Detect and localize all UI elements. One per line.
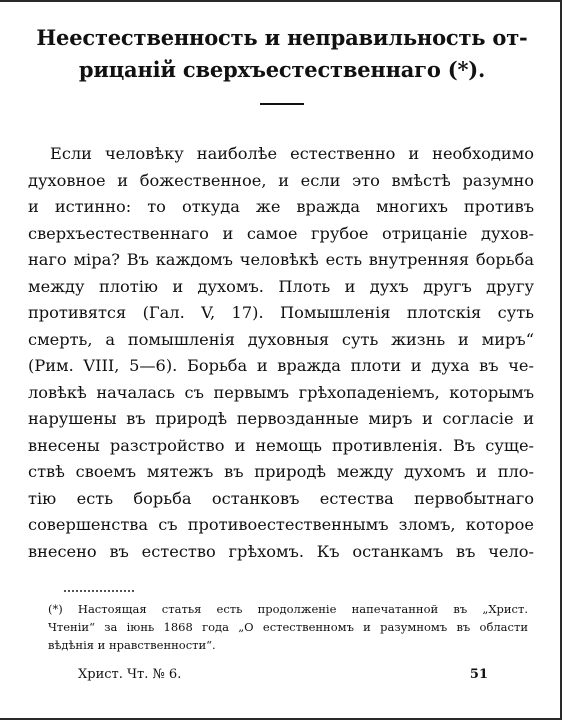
body-line: сверхъестественнаго и самое грубое отрицаніе духов- bbox=[28, 223, 534, 243]
page-number: 51 bbox=[469, 667, 488, 682]
body-paragraph bbox=[28, 141, 534, 565]
running-head: Христ. Чт. № 6. bbox=[78, 667, 182, 682]
footnote-separator bbox=[64, 590, 134, 596]
footnote bbox=[48, 600, 528, 654]
title-line: Неестественность и неправильность от- bbox=[36, 25, 528, 50]
body-line: нарушены въ природѣ первозданные миръ и согласіе и bbox=[28, 409, 534, 428]
body-line: Если человѣку наиболѣе естественно и необходимо bbox=[50, 144, 534, 163]
footnote-line: Чтеніи“ за іюнь 1868 года „О естественномъ и разумномъ въ области bbox=[48, 620, 528, 634]
page-edge-top bbox=[0, 0, 562, 2]
title-line: рицаній сверхъестественнаго (*). bbox=[78, 57, 486, 82]
article-title bbox=[32, 22, 532, 86]
body-line: внесено въ естество грѣхомъ. Къ останкамъ въ чело- bbox=[28, 541, 534, 561]
body-line: противятся (Гал. V, 17). Помышленія плотскія суть bbox=[28, 303, 534, 322]
body-line: между плотію и духомъ. Плоть и духъ другъ другу bbox=[28, 276, 534, 296]
body-line: (Рим. VIII, 5—6). Борьба и вражда плоти и духа въ че- bbox=[28, 356, 534, 375]
body-line: смерть, а помышленія духовныя суть жизнь и миръ“ bbox=[28, 329, 534, 349]
title-divider bbox=[260, 103, 304, 105]
footnote-line: вѣдѣнія и нравственности“. bbox=[48, 638, 216, 652]
body-line: тію есть борьба останковъ естества первобытнаго bbox=[28, 488, 534, 508]
body-line: духовное и божественное, и если это вмѣстѣ разумно bbox=[28, 170, 534, 190]
body-line: и истинно: то откуда же вражда многихъ противъ bbox=[28, 197, 534, 216]
body-line: внесены разстройство и немощь противленія. Въ суще- bbox=[28, 435, 534, 455]
body-line: совершенства съ противоестественнымъ зломъ, которое bbox=[28, 515, 534, 534]
footnote-line: (*) Настоящая статья есть продолженіе напечатанной въ „Христ. bbox=[48, 602, 528, 616]
body-line: ловѣкѣ началась съ первымъ грѣхопаденіемъ, которымъ bbox=[28, 382, 534, 402]
body-line: ствѣ своемъ мятежъ въ природѣ между духомъ и пло- bbox=[28, 462, 534, 481]
body-line: наго міра? Въ каждомъ человѣкѣ есть внутренняя борьба bbox=[28, 250, 534, 269]
